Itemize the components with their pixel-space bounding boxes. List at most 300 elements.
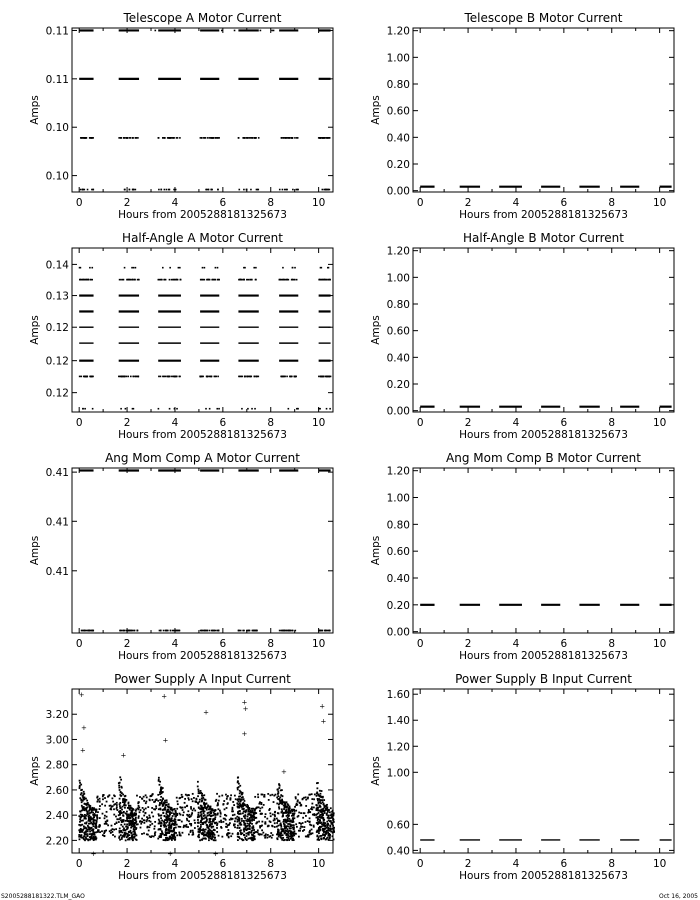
data-point [159, 804, 161, 806]
data-point [96, 814, 98, 816]
data-point [225, 826, 227, 828]
data-point [293, 824, 295, 826]
data-point [255, 279, 257, 281]
data-point [160, 279, 162, 281]
data-point [143, 796, 145, 798]
data-point [319, 814, 321, 816]
data-point [113, 814, 115, 816]
data-point [248, 834, 250, 836]
data-point [204, 803, 206, 805]
data-point [311, 798, 313, 800]
data-point [257, 796, 259, 798]
data-point [288, 810, 290, 812]
data-point [176, 814, 178, 816]
data-point [160, 376, 162, 378]
y-tick-label: 2.40 [45, 810, 69, 823]
data-point [317, 831, 319, 833]
y-tick-label: 3.20 [45, 709, 69, 722]
data-point [99, 805, 101, 807]
data-point [160, 817, 162, 819]
data-point [298, 836, 300, 838]
data-point [118, 376, 120, 378]
data-point [78, 815, 80, 817]
data-point [219, 821, 221, 823]
data-point [87, 830, 89, 832]
data-point [134, 836, 136, 838]
data-point [147, 806, 149, 808]
data-point [292, 815, 294, 817]
data-point [215, 800, 217, 802]
y-tick-label: 0.00 [386, 185, 410, 198]
data-point [327, 279, 329, 281]
data-point [84, 808, 86, 810]
data-point [310, 824, 312, 826]
data-point [190, 806, 192, 808]
data-point [247, 816, 249, 818]
data-point [205, 822, 207, 824]
data-point [259, 810, 261, 812]
data-point [178, 826, 180, 828]
data-point [212, 820, 214, 822]
data-point [83, 791, 85, 793]
data-point [166, 811, 168, 813]
data-point [322, 833, 324, 835]
data-point [80, 820, 82, 822]
x-tick-label: 0 [75, 197, 83, 209]
data-point [248, 137, 250, 139]
data-point [326, 821, 328, 823]
data-point [186, 819, 188, 821]
data-point [288, 806, 290, 808]
data-point [280, 822, 282, 824]
data-point [237, 832, 239, 834]
data-point [241, 799, 243, 801]
data-point [230, 794, 232, 796]
data-point [317, 782, 319, 784]
data-point [137, 137, 139, 139]
data-point [274, 822, 276, 824]
data-point [200, 826, 202, 828]
data-point [86, 829, 88, 831]
data-point [116, 806, 118, 808]
data-point [121, 837, 123, 839]
data-point [267, 834, 269, 836]
data-point [192, 809, 194, 811]
data-point [149, 826, 151, 828]
data-point [124, 799, 126, 801]
x-tick-label: 2 [123, 638, 131, 650]
data-point [150, 795, 152, 797]
data-point [122, 799, 124, 801]
data-point [161, 799, 163, 801]
data-point [122, 630, 124, 632]
data-point [323, 831, 325, 833]
data-point [119, 776, 121, 778]
data-point [267, 793, 269, 795]
data-point [200, 790, 202, 792]
data-point [120, 819, 122, 821]
data-point [179, 797, 181, 799]
y-tick-label: 1.00 [386, 767, 410, 780]
data-point [141, 833, 143, 835]
data-point [79, 267, 81, 269]
data-point [216, 831, 218, 833]
data-point [204, 814, 206, 816]
data-point [298, 815, 300, 817]
data-point [249, 820, 251, 822]
data-point [237, 789, 239, 791]
data-point [90, 279, 92, 281]
data-point [309, 817, 311, 819]
data-point [302, 798, 304, 800]
data-point [251, 839, 253, 841]
data-point [111, 806, 113, 808]
data-point [164, 803, 166, 805]
data-point [164, 807, 166, 809]
data-point [169, 267, 171, 269]
data-point [333, 814, 335, 816]
data-point [175, 630, 177, 632]
data-point [192, 800, 194, 802]
data-point [214, 829, 216, 831]
data-point [170, 820, 172, 822]
data-point [131, 817, 133, 819]
x-tick-label: 10 [311, 197, 326, 209]
data-point [133, 267, 135, 269]
y-tick-label: 1.20 [386, 25, 410, 38]
data-point [140, 809, 142, 811]
data-point [204, 137, 206, 139]
data-point [112, 831, 114, 833]
data-point [195, 798, 197, 800]
data-point [251, 279, 253, 281]
data-point [239, 822, 241, 824]
data-point [135, 376, 137, 378]
data-point [186, 824, 188, 826]
data-point [253, 813, 255, 815]
data-point [171, 817, 173, 819]
data-point [93, 825, 95, 827]
data-point [158, 189, 160, 191]
data-point [324, 835, 326, 837]
data-point [246, 829, 248, 831]
data-point [281, 30, 283, 32]
data-point [191, 812, 193, 814]
data-point [130, 376, 132, 378]
data-point [79, 786, 81, 788]
data-point [290, 376, 292, 378]
data-point [80, 376, 82, 378]
data-point [79, 780, 81, 782]
data-point [141, 821, 143, 823]
data-point [202, 795, 204, 797]
data-point [166, 814, 168, 816]
data-point [131, 267, 133, 269]
data-point [161, 820, 163, 822]
data-point [169, 823, 171, 825]
x-tick-label: 6 [560, 638, 568, 650]
data-point [81, 789, 83, 791]
data-point [85, 836, 87, 838]
data-point [166, 189, 168, 191]
data-point [177, 819, 179, 821]
data-point [295, 798, 297, 800]
data-point [107, 796, 109, 798]
y-tick-label: 0.60 [386, 325, 410, 338]
data-point [149, 799, 151, 801]
data-point [165, 826, 167, 828]
data-point [131, 30, 133, 32]
data-point [145, 802, 147, 804]
data-point [262, 832, 264, 834]
data-point [200, 630, 202, 632]
outlier-point: + [120, 751, 127, 760]
data-point [243, 803, 245, 805]
data-point [99, 801, 101, 803]
data-point [269, 812, 271, 814]
data-point [130, 630, 132, 632]
data-point [255, 137, 257, 139]
data-point [103, 835, 105, 837]
x-tick-label: 8 [608, 197, 616, 209]
data-point [325, 630, 327, 632]
data-point [204, 838, 206, 840]
y-axis-label: Amps [370, 756, 382, 786]
data-point [219, 810, 221, 812]
data-point [202, 833, 204, 835]
data-point [112, 828, 114, 830]
data-point [291, 279, 293, 281]
data-point [106, 816, 108, 818]
data-point [214, 818, 216, 820]
data-point [258, 821, 260, 823]
data-point [232, 833, 234, 835]
data-point [247, 279, 249, 281]
data-point [160, 829, 162, 831]
data-point [162, 267, 164, 269]
data-point [276, 822, 278, 824]
data-point [88, 823, 90, 825]
data-point [274, 826, 276, 828]
data-point [163, 279, 165, 281]
data-point [169, 811, 171, 813]
data-point [187, 826, 189, 828]
data-point [264, 796, 266, 798]
data-point [232, 814, 234, 816]
data-point [183, 825, 185, 827]
data-point [105, 830, 107, 832]
data-point [119, 839, 121, 841]
data-point [98, 826, 100, 828]
data-point [209, 835, 211, 837]
data-point [261, 807, 263, 809]
data-point [146, 816, 148, 818]
data-point [136, 839, 138, 841]
data-point [229, 799, 231, 801]
x-axis-label: Hours from 2005288181325673 [459, 870, 628, 882]
outlier-point: + [161, 692, 168, 701]
data-point [153, 828, 155, 830]
data-point [318, 376, 320, 378]
data-point [296, 408, 298, 410]
data-point [89, 833, 91, 835]
y-axis-label: Amps [29, 95, 41, 125]
data-point [89, 267, 91, 269]
data-point [208, 189, 210, 191]
data-point [206, 806, 208, 808]
data-point [96, 818, 98, 820]
data-point [319, 805, 321, 807]
data-point [259, 833, 261, 835]
data-point [241, 408, 243, 410]
data-point [180, 279, 182, 281]
data-point [102, 813, 104, 815]
data-point [166, 801, 168, 803]
data-point [129, 189, 131, 191]
data-point [316, 795, 318, 797]
data-point [134, 832, 136, 834]
data-point [242, 792, 244, 794]
data-point [253, 832, 255, 834]
data-point [323, 137, 325, 139]
data-point [250, 815, 252, 817]
data-point [115, 816, 117, 818]
data-point [243, 279, 245, 281]
y-tick-label: 2.80 [45, 759, 69, 772]
data-point [182, 814, 184, 816]
data-point [181, 807, 183, 809]
data-point [109, 830, 111, 832]
data-point [234, 30, 236, 32]
y-tick-label: 1.20 [386, 465, 410, 478]
data-point [304, 826, 306, 828]
data-point [247, 805, 249, 807]
data-point [81, 805, 83, 807]
x-tick-label: 8 [267, 197, 275, 209]
data-point [201, 376, 203, 378]
data-point [317, 818, 319, 820]
x-tick-label: 0 [75, 638, 83, 650]
data-point [244, 376, 246, 378]
data-point [284, 376, 286, 378]
data-point [87, 813, 89, 815]
x-tick-label: 10 [311, 417, 326, 429]
data-point [116, 804, 118, 806]
data-point [169, 408, 171, 410]
data-point [197, 814, 199, 816]
data-point [326, 137, 328, 139]
data-point [107, 824, 109, 826]
data-point [276, 826, 278, 828]
data-point [81, 815, 83, 817]
x-tick-label: 6 [560, 197, 568, 209]
data-point [327, 189, 329, 191]
x-tick-label: 8 [267, 858, 275, 870]
data-point [163, 809, 165, 811]
data-point [278, 783, 280, 785]
data-point [236, 827, 238, 829]
data-point [261, 794, 263, 796]
data-point [315, 804, 317, 806]
data-point [165, 813, 167, 815]
data-point [85, 817, 87, 819]
data-point [160, 833, 162, 835]
data-point [213, 137, 215, 139]
data-point [184, 798, 186, 800]
data-point [325, 189, 327, 191]
data-point [134, 279, 136, 281]
data-point [85, 137, 87, 139]
data-point [212, 836, 214, 838]
data-point [239, 830, 241, 832]
data-point [168, 803, 170, 805]
data-point [167, 839, 169, 841]
data-point [333, 819, 335, 821]
data-point [200, 821, 202, 823]
data-point [106, 820, 108, 822]
x-tick-label: 4 [171, 417, 179, 429]
data-point [124, 807, 126, 809]
data-point [276, 803, 278, 805]
y-tick-label: 0.20 [386, 159, 410, 171]
data-point [225, 794, 227, 796]
data-point [305, 821, 307, 823]
data-point [179, 826, 181, 828]
data-point [252, 829, 254, 831]
data-point [234, 826, 236, 828]
data-point [151, 807, 153, 809]
data-point [273, 801, 275, 803]
data-point [204, 831, 206, 833]
data-point [239, 804, 241, 806]
outlier-point: + [90, 850, 97, 858]
data-point [254, 810, 256, 812]
data-point [223, 800, 225, 802]
data-point [254, 838, 256, 840]
data-point [295, 810, 297, 812]
y-tick-label: 0.00 [386, 626, 410, 639]
data-point [290, 630, 292, 632]
data-points [78, 691, 335, 858]
data-point [287, 279, 289, 281]
data-point [257, 189, 259, 191]
data-point [93, 816, 95, 818]
data-point [330, 815, 332, 817]
y-tick-label: 3.00 [45, 734, 69, 747]
data-point [321, 822, 323, 824]
data-point [99, 831, 101, 833]
x-tick-label: 8 [608, 858, 616, 870]
data-point [218, 795, 220, 797]
data-point [118, 787, 120, 789]
data-point [158, 808, 160, 810]
data-point [218, 800, 220, 802]
y-tick-label: 0.41 [45, 565, 69, 578]
data-point [184, 806, 186, 808]
data-point [176, 797, 178, 799]
data-point [254, 817, 256, 819]
data-point [201, 797, 203, 799]
data-point [99, 798, 101, 800]
data-point [97, 799, 99, 801]
y-tick-label: 0.14 [45, 259, 69, 272]
data-point [127, 630, 129, 632]
data-point [227, 829, 229, 831]
data-point [83, 826, 85, 828]
data-point [78, 824, 80, 826]
data-point [284, 802, 286, 804]
data-point [139, 796, 141, 798]
